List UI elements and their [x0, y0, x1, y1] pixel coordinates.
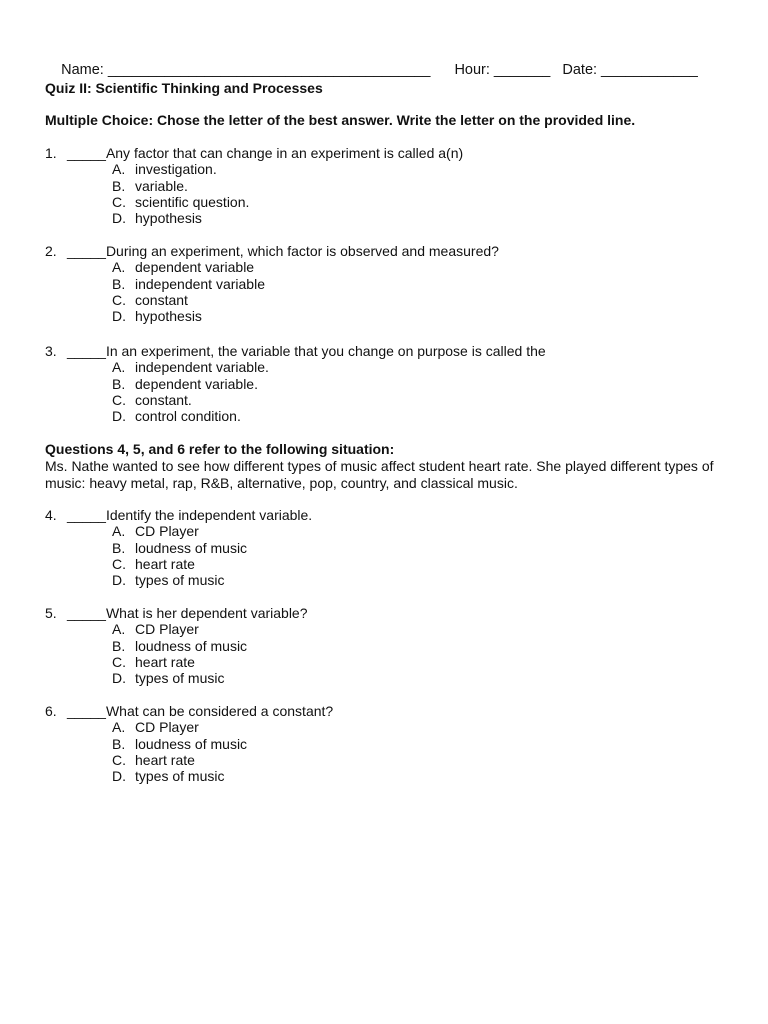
choice-text: types of music — [135, 572, 225, 589]
choice-b — [45, 540, 735, 556]
choice-c — [45, 392, 735, 408]
choice-text: hypothesis — [135, 308, 202, 325]
choice-text: heart rate — [135, 653, 195, 670]
question-text: Any factor that can change in an experiment is called a(n) — [105, 145, 464, 161]
hour-field[interactable]: Hour: _______ — [454, 62, 551, 79]
choice-letter: D. — [112, 572, 126, 589]
quiz-title: Quiz II: Scientific Thinking and Processes — [45, 80, 323, 96]
question-text: What can be considered a constant? — [105, 703, 334, 719]
question-text: Identify the independent variable. — [105, 507, 313, 523]
question-number: 5. — [45, 605, 57, 621]
choice-text: constant — [135, 291, 188, 308]
situation-heading: Questions 4, 5, and 6 refer to the following situation: — [45, 441, 395, 457]
choice-letter: A. — [112, 719, 126, 736]
question-1 — [45, 145, 735, 226]
situation-text: Ms. Nathe wanted to see how different types of music affect student heart rate. She played different types of music: heavy metal, rap, R&B, alternative, pop, country, and classical music. — [45, 458, 714, 491]
choice-list — [45, 719, 735, 784]
question-number: 4. — [45, 507, 57, 523]
choice-c — [45, 654, 735, 670]
question-number: 6. — [45, 703, 57, 719]
choice-letter: C. — [112, 555, 126, 572]
question-text: In an experiment, the variable that you change on purpose is called the — [105, 343, 546, 359]
choice-c — [45, 752, 735, 768]
answer-blank[interactable]: _____ — [67, 343, 106, 359]
choice-b — [45, 376, 735, 392]
choice-d — [45, 670, 735, 686]
choice-text: heart rate — [135, 751, 195, 768]
choice-text: CD Player — [135, 719, 199, 736]
choice-text: types of music — [135, 670, 225, 687]
choice-a — [45, 359, 735, 375]
question-2 — [45, 243, 735, 324]
choice-letter: A. — [112, 359, 126, 376]
choice-letter: C. — [112, 653, 126, 670]
choice-c — [45, 194, 735, 210]
choice-a — [45, 719, 735, 735]
choice-text: scientific question. — [135, 193, 250, 210]
choice-b — [45, 736, 735, 752]
question-4 — [45, 507, 735, 588]
choice-letter: C. — [112, 291, 126, 308]
choice-d — [45, 768, 735, 784]
choice-text: constant. — [135, 391, 192, 408]
choice-list — [45, 259, 735, 324]
choice-text: independent variable. — [135, 359, 269, 376]
choice-text: control condition. — [135, 408, 241, 425]
question-text: What is her dependent variable? — [105, 605, 308, 621]
question-text: During an experiment, which factor is observed and measured? — [105, 243, 499, 259]
answer-blank[interactable]: _____ — [67, 605, 106, 621]
choice-list — [45, 523, 735, 588]
choice-b — [45, 638, 735, 654]
choice-list — [45, 359, 735, 424]
choice-text: dependent variable. — [135, 375, 258, 392]
choice-letter: D. — [112, 308, 126, 325]
choice-letter: A. — [112, 621, 126, 638]
choice-list — [45, 161, 735, 226]
name-field[interactable]: Name: ________________________________________ — [61, 62, 431, 79]
date-field[interactable]: Date: ____________ — [562, 62, 698, 79]
choice-letter: C. — [112, 193, 126, 210]
choice-d — [45, 572, 735, 588]
choice-text: variable. — [135, 177, 188, 194]
choice-d — [45, 308, 735, 324]
answer-blank[interactable]: _____ — [67, 145, 106, 161]
choice-letter: D. — [112, 210, 126, 227]
choice-d — [45, 210, 735, 226]
choice-text: hypothesis — [135, 210, 202, 227]
choice-text: loudness of music — [135, 539, 248, 556]
question-6 — [45, 703, 735, 784]
choice-letter: C. — [112, 391, 126, 408]
question-5 — [45, 605, 735, 686]
answer-blank[interactable]: _____ — [67, 703, 106, 719]
choice-letter: B. — [112, 375, 126, 392]
answer-blank[interactable]: _____ — [67, 243, 106, 259]
choice-d — [45, 408, 735, 424]
choice-text: independent variable — [135, 275, 265, 292]
choice-b — [45, 178, 735, 194]
choice-letter: B. — [112, 177, 126, 194]
choice-letter: D. — [112, 408, 126, 425]
choice-letter: B. — [112, 275, 126, 292]
choice-letter: A. — [112, 259, 126, 276]
choice-c — [45, 292, 735, 308]
question-number: 2. — [45, 243, 57, 259]
choice-letter: D. — [112, 670, 126, 687]
choice-letter: D. — [112, 768, 126, 785]
choice-letter: A. — [112, 523, 126, 540]
choice-text: loudness of music — [135, 637, 248, 654]
choice-text: investigation. — [135, 161, 217, 178]
choice-text: CD Player — [135, 621, 199, 638]
choice-text: heart rate — [135, 555, 195, 572]
question-number: 1. — [45, 145, 57, 161]
choice-letter: A. — [112, 161, 126, 178]
choice-a — [45, 523, 735, 539]
choice-letter: B. — [112, 735, 126, 752]
choice-c — [45, 556, 735, 572]
choice-letter: C. — [112, 751, 126, 768]
choice-b — [45, 276, 735, 292]
choice-text: loudness of music — [135, 735, 248, 752]
choice-a — [45, 259, 735, 275]
quiz-instructions: Multiple Choice: Chose the letter of the best answer. Write the letter on the provided line. — [45, 112, 636, 128]
choice-text: CD Player — [135, 523, 199, 540]
question-number: 3. — [45, 343, 57, 359]
choice-text: types of music — [135, 768, 225, 785]
question-3 — [45, 343, 735, 424]
choice-list — [45, 621, 735, 686]
answer-blank[interactable]: _____ — [67, 507, 106, 523]
choice-a — [45, 621, 735, 637]
choice-text: dependent variable — [135, 259, 255, 276]
choice-letter: B. — [112, 539, 126, 556]
choice-letter: B. — [112, 637, 126, 654]
choice-a — [45, 161, 735, 177]
